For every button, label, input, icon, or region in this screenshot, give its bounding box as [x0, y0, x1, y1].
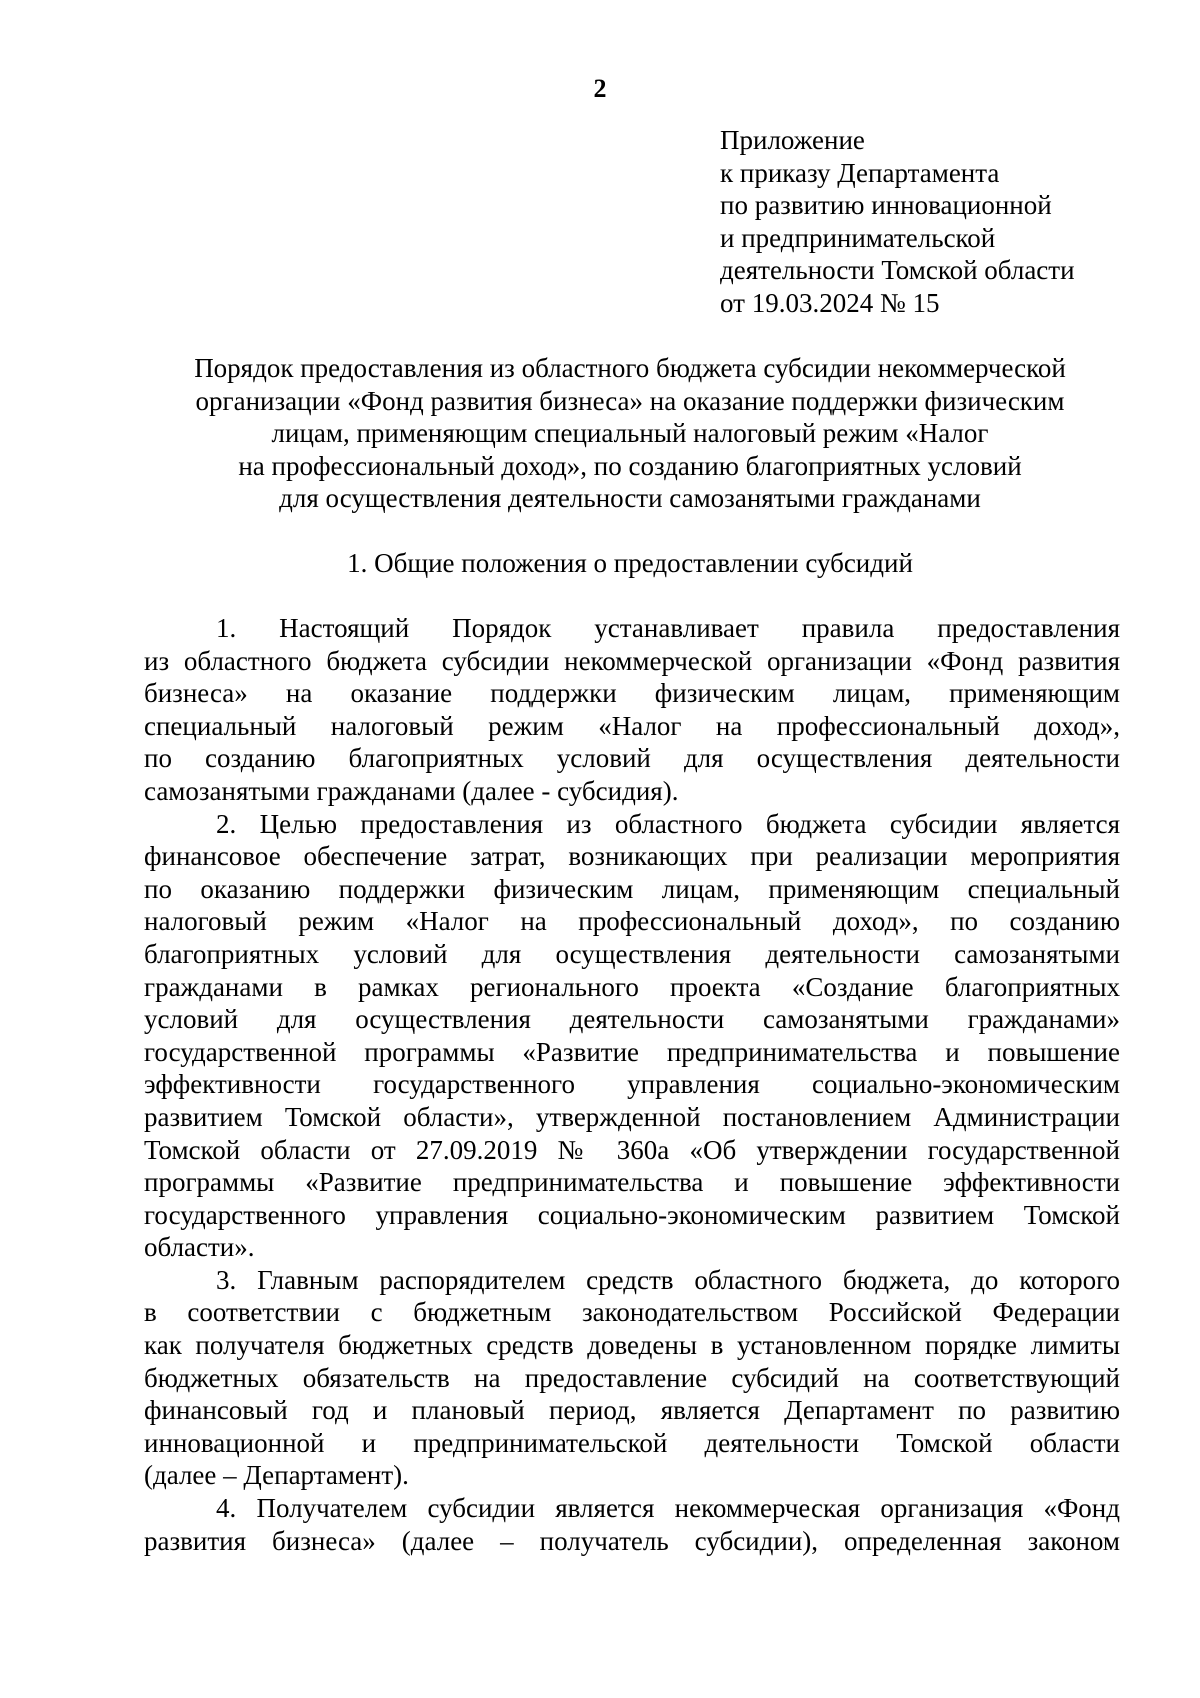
appendix-line: Приложение — [720, 125, 865, 155]
appendix-line: по развитию инновационной — [720, 190, 1052, 220]
text-line: 1. Настоящий Порядок устанавливает правила предоставления — [216, 613, 1120, 643]
text-line: развитием Томской области», утвержденной постановлением Администрации — [144, 1101, 1120, 1132]
text-line: (далее – Департамент). — [144, 1460, 409, 1491]
paragraph-2 — [144, 808, 1120, 1264]
text-line: финансовый год и плановый период, является Департамент по развитию — [144, 1395, 1120, 1426]
text-line: эффективности государственного управления социально-экономическим — [144, 1069, 1120, 1100]
text-line: по созданию благоприятных условий для осуществления деятельности — [144, 743, 1120, 774]
title-line: организации «Фонд развития бизнеса» на оказание поддержки физическим — [195, 385, 1065, 416]
appendix-line: деятельности Томской области — [720, 255, 1075, 285]
appendix-line: от 19.03.2024 № 15 — [720, 287, 940, 318]
title-line: лицам, применяющим специальный налоговый режим «Налог — [271, 418, 989, 448]
text-line: 4. Получателем субсидии является некоммерческая организация «Фонд — [216, 1493, 1120, 1524]
text-line: самозанятыми гражданами (далее - субсидия). — [144, 775, 679, 806]
page-number: 2 — [593, 74, 607, 103]
text-line: 3. Главным распорядителем средств областного бюджета, до которого — [216, 1264, 1120, 1295]
text-line: бюджетных обязательств на предоставление субсидий на соответствующий — [144, 1362, 1120, 1393]
text-line: бизнеса» на оказание поддержки физическим лицам, применяющим — [144, 678, 1120, 709]
appendix-line: к приказу Департамента — [720, 157, 1000, 188]
text-line: программы «Развитие предпринимательства и повышение эффективности — [144, 1167, 1120, 1198]
text-line: из областного бюджета субсидии некоммерческой организации «Фонд развития — [144, 645, 1120, 676]
text-line: государственной программы «Развитие предпринимательства и повышение — [144, 1036, 1120, 1067]
appendix-line: и предпринимательской — [720, 222, 996, 253]
text-line: области». — [144, 1232, 255, 1263]
paragraph-3 — [144, 1264, 1120, 1492]
text-line: 2. Целью предоставления из областного бюджета субсидии является — [216, 808, 1120, 839]
text-line: инновационной и предпринимательской деятельности Томской области — [144, 1427, 1120, 1458]
text-line: условий для осуществления деятельности самозанятыми гражданами» — [144, 1004, 1120, 1035]
title-line: для осуществления деятельности самозанятыми гражданами — [279, 483, 981, 513]
text-line: в соответствии с бюджетным законодательством Российской Федерации — [144, 1297, 1120, 1328]
title-line: Порядок предоставления из областного бюджета субсидии некоммерческой — [194, 353, 1066, 383]
text-line: налоговый режим «Налог на профессиональный доход», по созданию — [144, 906, 1120, 937]
text-line: благоприятных условий для осуществления деятельности самозанятыми — [144, 938, 1120, 969]
title-line: на профессиональный доход», по созданию благоприятных условий — [238, 450, 1022, 481]
text-line: развития бизнеса» (далее – получатель субсидии), определенная законом — [144, 1525, 1120, 1556]
document-title — [140, 352, 1120, 515]
text-line: Томской области от 27.09.2019 № 360а «Об утверждении государственной — [144, 1134, 1120, 1165]
text-line: гражданами в рамках регионального проекта «Создание благоприятных — [144, 971, 1120, 1002]
paragraph-4 — [144, 1492, 1120, 1557]
text-line: государственного управления социально-экономическим развитием Томской — [144, 1199, 1120, 1230]
text-line: как получателя бюджетных средств доведены в установленном порядке лимиты — [144, 1330, 1120, 1361]
appendix-block — [720, 124, 1180, 319]
text-line: специальный налоговый режим «Налог на профессиональный доход», — [144, 710, 1120, 741]
section-heading: 1. Общие положения о предоставлении субсидий — [347, 548, 913, 578]
body-text — [144, 612, 1120, 1557]
text-line: по оказанию поддержки физическим лицам, применяющим специальный — [144, 873, 1120, 904]
paragraph-1 — [144, 612, 1120, 808]
text-line: финансовое обеспечение затрат, возникающих при реализации мероприятия — [144, 841, 1120, 872]
